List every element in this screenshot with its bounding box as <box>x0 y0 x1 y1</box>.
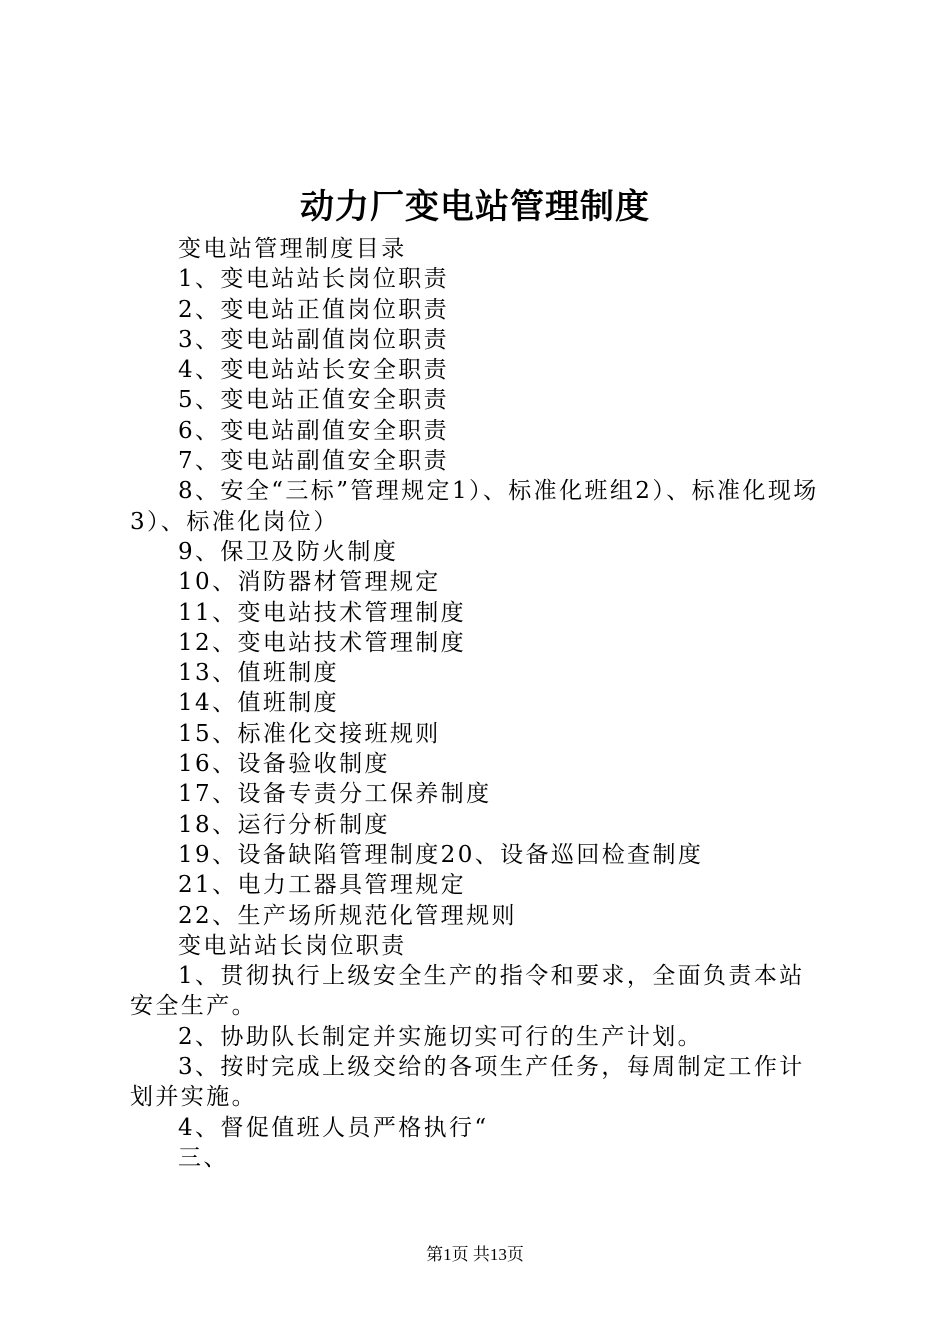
toc-item: 2、变电站正值岗位职责 <box>178 296 450 323</box>
duty-item: 三、 <box>178 1144 229 1171</box>
toc-item: 11、变电站技术管理制度 <box>178 599 467 626</box>
toc-item: 13、值班制度 <box>178 660 340 687</box>
toc-item: 4、变电站站长安全职责 <box>178 357 450 384</box>
toc-item: 1、变电站站长岗位职责 <box>178 266 450 293</box>
toc-item: 22、生产场所规范化管理规则 <box>178 902 517 929</box>
toc-item: 8、安全“三标”管理规定1）、标准化班组2）、标准化现场3）、标准化岗位） <box>130 478 819 535</box>
toc-item: 3、变电站副值岗位职责 <box>178 326 450 353</box>
toc-item: 17、设备专责分工保养制度 <box>178 781 492 808</box>
duty-item: 3、按时完成上级交给的各项生产任务，每周制定工作计划并实施。 <box>130 1054 805 1111</box>
toc-item: 12、变电站技术管理制度 <box>178 629 467 656</box>
page-number-footer: 第1页 共13页 <box>426 1245 524 1264</box>
toc-item: 16、设备验收制度 <box>178 751 390 778</box>
document-body <box>130 234 830 1173</box>
toc-item: 10、消防器材管理规定 <box>178 569 441 596</box>
toc-item: 21、电力工器具管理规定 <box>178 872 467 899</box>
section-heading: 变电站站长岗位职责 <box>178 932 407 959</box>
toc-item: 6、变电站副值安全职责 <box>178 417 450 444</box>
toc-heading: 变电站管理制度目录 <box>178 236 407 262</box>
toc-item: 14、值班制度 <box>178 690 340 717</box>
toc-item: 9、保卫及防火制度 <box>178 538 399 565</box>
toc-item: 5、变电站正值安全职责 <box>178 387 450 414</box>
toc-item: 7、变电站副值安全职责 <box>178 448 450 475</box>
duty-item: 1、贯彻执行上级安全生产的指令和要求，全面负责本站安全生产。 <box>130 963 805 1020</box>
toc-item: 18、运行分析制度 <box>178 811 390 838</box>
duty-item: 2、协助队长制定并实施切实可行的生产计划。 <box>178 1023 704 1050</box>
document-title: 动力厂变电站管理制度 <box>300 187 650 227</box>
toc-item: 19、设备缺陷管理制度20、设备巡回检查制度 <box>178 841 704 868</box>
toc-item: 15、标准化交接班规则 <box>178 720 441 747</box>
duty-item: 4、督促值班人员严格执行“ <box>178 1114 489 1141</box>
